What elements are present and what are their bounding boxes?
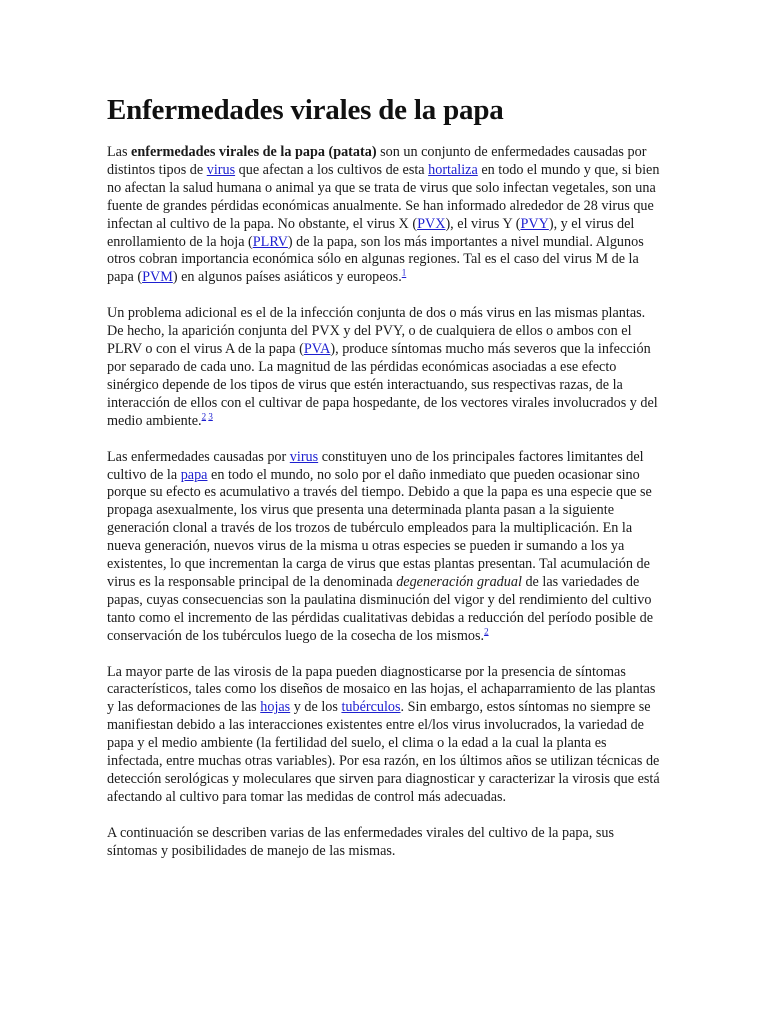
link-virus[interactable]: virus: [206, 161, 236, 178]
text-span: y de los: [290, 699, 342, 716]
italic-term: degeneración gradual: [396, 573, 522, 590]
text-span: . Sin embargo, estos síntomas no siempre se manifiestan debido a las interacciones existentes entre el/los virus involucrados, la variedad de papa y el medio ambiente (la fertilidad del suelo, el clima o la edad a la cual la planta es infectada, entre muchas otras variables). Por esa razón, en los últimos años se utilizan técnicas de detección serológicas y moleculares que sirven para diagnosticar y caracterizar la virosis que está afectando al cultivo para tomar las medidas de control más adecuadas.: [107, 699, 660, 805]
text-span: de las variedades de papas, cuyas consecuencias son la paulatina disminución del vigor y del rendimiento del cultivo tanto como el incremento de las pérdidas cualitativas debidas a reducción del período posible de conservación de los tubérculos luego de la cosecha de los mismos.: [107, 573, 654, 644]
link-pvy[interactable]: PVY: [520, 215, 549, 232]
text-span: constituyen uno de los principales factores limitantes del cultivo de la: [107, 448, 644, 483]
footnote-link-1[interactable]: 1: [401, 267, 407, 278]
limiting-factors-paragraph: [107, 449, 663, 646]
link-pvx[interactable]: PVX: [417, 215, 446, 232]
link-hojas[interactable]: hojas: [260, 699, 291, 716]
text-span: A continuación se describen varias de las enfermedades virales del cultivo de la papa, sus síntomas y posibilidades de manejo de las mismas.: [107, 824, 615, 859]
text-span: ), produce síntomas mucho más severos que la infección por separado de cada uno. La magnitud de las pérdidas económicas asociadas a ese efecto sinérgico depende de los tipos de virus que estén interactuando, sus respectivas razas, de la interacción de ellos con el cultivar de papa hospedante, de los vectores virales involucrados y del medio ambiente.: [107, 341, 658, 429]
text-span: Un problema adicional es el de la infección conjunta de dos o más virus en las mismas plantas. De hecho, la aparición conjunta del PVX y del PVY, o de cualquiera de ellos o ambos con el PLRV o con el virus A de la papa (: [107, 305, 646, 358]
diagnosis-paragraph: [107, 664, 663, 807]
text-span: son un conjunto de enfermedades causadas por distintos tipos de: [107, 144, 647, 178]
text-span: ) en algunos países asiáticos y europeos.: [172, 269, 402, 286]
closing-paragraph: [107, 825, 663, 861]
footnote-link-2[interactable]: 2: [201, 410, 207, 421]
text-span: ), y el virus del enrollamiento de la hoja (: [107, 215, 635, 250]
text-span: en todo el mundo y que, si bien no afectan la salud humana o animal ya que se trata de virus que solo infectan vegetales, son una fuente de grandes pérdidas económicas anualmente. Se han informado alrededor de 28 virus que infectan al cultivo de la papa. No obstante, el virus X (: [107, 161, 660, 232]
page-title: Enfermedades virales de la papa: [107, 94, 504, 126]
article: [107, 90, 663, 879]
text-span: ), el virus Y (: [445, 215, 521, 232]
link-tuberculos[interactable]: tubérculos: [341, 699, 401, 716]
text-span: La mayor parte de las virosis de la papa pueden diagnosticarse por la presencia de síntomas característicos, tales como los diseños de mosaico en las hojas, el achaparramiento de las plantas y las deformaciones de las: [107, 663, 656, 716]
coinfection-paragraph: [107, 305, 663, 430]
text-span: en todo el mundo, no solo por el daño inmediato que pueden ocasionar sino porque su efecto es acumulativo a través del tiempo. Debido a que la papa es una especie que se propaga asexualmente, los virus que presenta una determinada planta pasan a la siguiente generación clonal a través de los trozos de tubérculo empleados para la multiplicación. En la nueva generación, nuevos virus de la misma u otras especies se pueden ir sumando a los ya existentes, lo que incrementan la carga de virus que estas plantas presentan. Tal acumulación de virus es la responsable principal de la denominada: [107, 466, 652, 590]
footnote-link-2b[interactable]: 2: [484, 625, 489, 636]
intro-paragraph: [107, 144, 663, 287]
text-span: que afectan a los cultivos de esta: [235, 161, 429, 178]
text-span: Las: [107, 144, 132, 160]
link-virus-2[interactable]: virus: [289, 448, 319, 465]
link-pva[interactable]: PVA: [303, 341, 331, 358]
link-papa[interactable]: papa: [180, 466, 208, 483]
link-pvm[interactable]: PVM: [142, 269, 173, 286]
footnote-ref: [402, 268, 407, 278]
footnote-ref: [202, 411, 213, 421]
footnote-ref: [484, 626, 489, 636]
text-span: ) de la papa, son los más importantes a nivel mundial. Algunos otros cobran importancia económica sólo en algunas regiones. Tal es el caso del virus M de la papa (: [107, 233, 644, 286]
bold-term: enfermedades virales de la papa (patata): [131, 144, 377, 160]
link-plrv[interactable]: PLRV: [252, 233, 288, 250]
text-span: Las enfermedades causadas por: [107, 448, 290, 465]
footnote-link-3[interactable]: 3: [208, 410, 213, 421]
link-hortaliza[interactable]: hortaliza: [428, 161, 478, 178]
